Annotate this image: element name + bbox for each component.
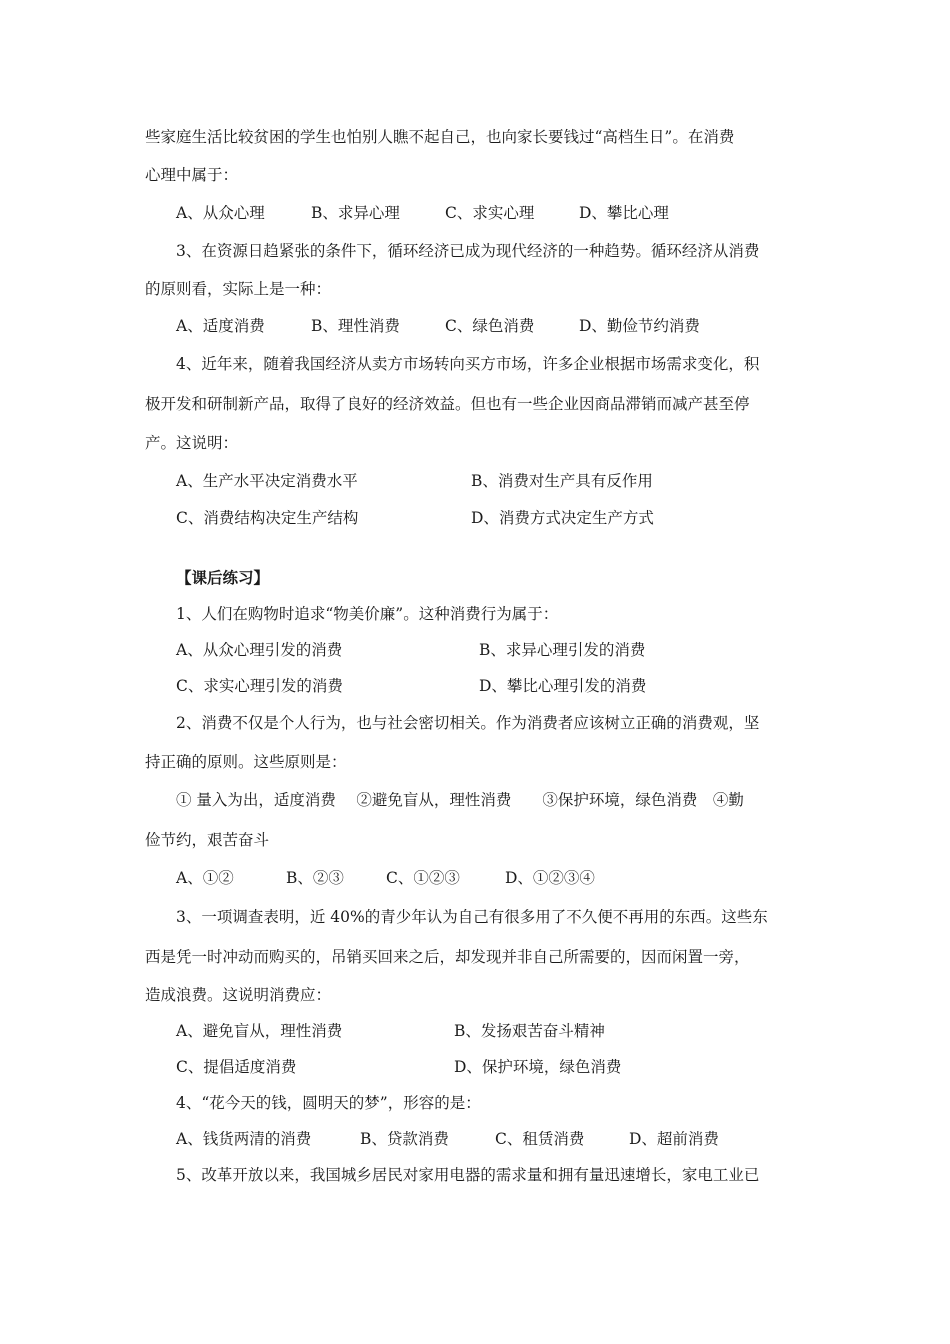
option-c: C、①②③	[386, 869, 460, 887]
question-items: 俭节约，艰苦奋斗	[145, 831, 270, 849]
option-a: A、适度消费	[176, 317, 265, 335]
option-c: C、绿色消费	[445, 317, 535, 335]
option-a: A、从众心理	[176, 204, 265, 222]
question-text: 造成浪费。这说明消费应：	[145, 986, 332, 1004]
option-b: B、理性消费	[311, 317, 400, 335]
option-a: A、钱货两清的消费	[176, 1130, 312, 1148]
option-d: D、保护环境，绿色消费	[454, 1058, 622, 1076]
question-text: 2、消费不仅是个人行为，也与社会密切相关。作为消费者应该树立正确的消费观，坚	[176, 714, 760, 732]
option-c: C、消费结构决定生产结构	[176, 509, 359, 527]
option-d: D、勤俭节约消费	[579, 317, 700, 335]
question-text: 持正确的原则。这些原则是：	[145, 753, 347, 771]
option-a: A、①②	[176, 869, 234, 887]
question-text: 的原则看，实际上是一种：	[145, 280, 332, 298]
question-text: 1、人们在购物时追求“物美价廉”。这种消费行为属于：	[176, 605, 559, 623]
question-text: 西是凭一时冲动而购买的，吊销买回来之后，却发现并非自己所需要的，因而闲置一旁，	[145, 948, 750, 966]
question-text: 心理中属于：	[145, 166, 239, 184]
question-text: 5、改革开放以来，我国城乡居民对家用电器的需求量和拥有量迅速增长，家电工业已	[176, 1166, 760, 1184]
option-a: A、生产水平决定消费水平	[176, 472, 358, 490]
section-heading: 【课后练习】	[176, 569, 270, 587]
question-text: 极开发和研制新产品，取得了良好的经济效益。但也有一些企业因商品滞销而减产甚至停	[145, 395, 750, 413]
option-c: C、租赁消费	[495, 1130, 585, 1148]
option-b: B、消费对生产具有反作用	[471, 472, 653, 490]
option-a: A、从众心理引发的消费	[176, 641, 343, 659]
option-b: B、②③	[286, 869, 344, 887]
option-d: D、超前消费	[629, 1130, 719, 1148]
option-c: C、提倡适度消费	[176, 1058, 297, 1076]
option-d: D、①②③④	[505, 869, 595, 887]
option-b: B、发扬艰苦奋斗精神	[454, 1022, 605, 1040]
question-text: 些家庭生活比较贫困的学生也怕别人瞧不起自己，也向家长要钱过“高档生日”。在消费	[145, 128, 735, 146]
question-text: 4、“花今天的钱，圆明天的梦”，形容的是：	[176, 1094, 481, 1112]
option-b: B、求异心理引发的消费	[479, 641, 646, 659]
question-text: 3、一项调查表明，近 40%的青少年认为自己有很多用了不久便不再用的东西。这些东	[176, 908, 768, 926]
question-items: ① 量入为出，适度消费 ②避免盲从，理性消费 ③保护环境，绿色消费 ④勤	[176, 791, 744, 809]
option-c: C、求实心理	[445, 204, 535, 222]
option-d: D、攀比心理	[579, 204, 669, 222]
question-text: 产。这说明：	[145, 434, 239, 452]
question-text: 3、在资源日趋紧张的条件下，循环经济已成为现代经济的一种趋势。循环经济从消费	[176, 242, 760, 260]
question-text: 4、近年来，随着我国经济从卖方市场转向买方市场，许多企业根据市场需求变化，积	[176, 355, 760, 373]
option-c: C、求实心理引发的消费	[176, 677, 343, 695]
option-d: D、攀比心理引发的消费	[479, 677, 647, 695]
option-b: B、求异心理	[311, 204, 400, 222]
option-a: A、避免盲从，理性消费	[176, 1022, 343, 1040]
option-d: D、消费方式决定生产方式	[471, 509, 654, 527]
option-b: B、贷款消费	[360, 1130, 449, 1148]
